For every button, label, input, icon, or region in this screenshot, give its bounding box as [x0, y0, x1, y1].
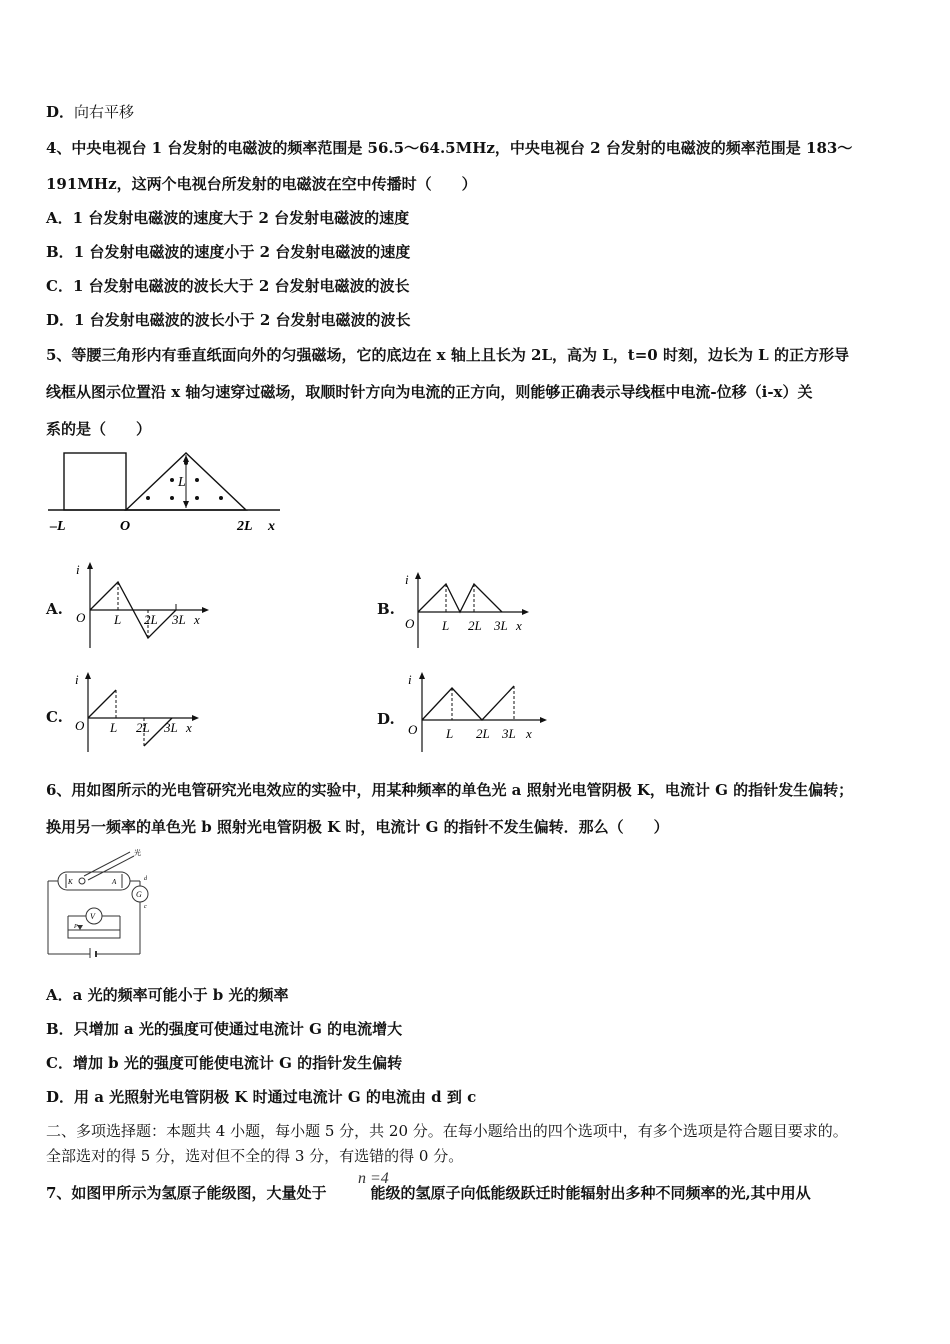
label-l: L: [110, 720, 118, 735]
q4-option-a: [46, 208, 409, 228]
label-3l: 3L: [502, 726, 516, 741]
y-axis-arrow-icon: [87, 562, 93, 569]
rheostat: [68, 930, 120, 938]
label-x: x: [526, 726, 532, 741]
q5-graph-b: [402, 570, 532, 650]
label-origin: O: [408, 722, 418, 737]
field-dot: [170, 496, 174, 500]
label-light: 光: [134, 849, 141, 857]
q7-stem: [46, 1183, 811, 1203]
label-origin: O: [76, 610, 86, 625]
label-g: G: [136, 890, 142, 899]
label-i: i: [76, 562, 80, 577]
current-curve: [422, 686, 514, 720]
option-key: B．: [46, 1020, 74, 1038]
label-i: i: [405, 572, 409, 587]
arrow-up-icon: [183, 455, 189, 462]
q4-stem-line2: 191MHz，这两个电视台所发射的电磁波在空中传播时（ ）: [46, 175, 477, 193]
option-key: D．: [46, 1088, 75, 1106]
option-text: 用 a 光照射光电管阴极 K 时通过电流计 G 的电流由 d 到 c: [74, 1088, 477, 1106]
label-l: L: [114, 612, 122, 627]
label-origin: O: [75, 718, 85, 733]
label-origin: O: [120, 519, 131, 534]
field-dot: [184, 461, 188, 465]
label-2l: 2L: [476, 726, 490, 741]
label-l: L: [446, 726, 454, 741]
slider-arrow-icon: [77, 925, 83, 930]
electron-icon: [79, 878, 85, 884]
q6-option-a: [46, 985, 289, 1005]
option-key: C．: [46, 1054, 73, 1072]
label-i: i: [408, 672, 412, 687]
field-dot: [195, 496, 199, 500]
light-beam: [88, 856, 134, 880]
label-i: i: [75, 672, 79, 687]
label-height-l: L: [178, 475, 186, 490]
label-2l: 2L: [237, 519, 253, 534]
label-k: K: [68, 878, 73, 886]
option-text: 1 台发射电磁波的波长大于 2 台发射电磁波的波长: [72, 277, 410, 295]
section2-instructions-line1: 二、多项选择题：本题共 4 小题，每小题 5 分，共 20 分。在每小题给出的四个选项中，有多个选项是符合题目要求的。: [46, 1122, 848, 1140]
option-text: 1 台发射电磁波的速度大于 2 台发射电磁波的速度: [72, 209, 410, 227]
option-key: D．: [46, 311, 75, 329]
label-neg-l: –L: [50, 519, 66, 534]
field-dot: [219, 496, 223, 500]
q7-prefix: 7、如图甲所示为氢原子能级图，大量处于: [46, 1184, 327, 1202]
q5-graph-c: [72, 670, 202, 755]
q3-option-d: [46, 102, 134, 122]
label-c: c: [144, 904, 147, 910]
y-axis-arrow-icon: [419, 672, 425, 679]
label-2l: 2L: [468, 618, 482, 633]
option-text: 只增加 a 光的强度可使通过电流计 G 的电流增大: [73, 1020, 403, 1038]
y-axis-arrow-icon: [85, 672, 91, 679]
q4-option-b: [46, 242, 410, 262]
field-dot: [170, 478, 174, 482]
q5-stem-line1: 5、等腰三角形内有垂直纸面向外的匀强磁场，它的底边在 x 轴上且长为 2L，高为 L，t=0 时刻，边长为 L 的正方形导: [46, 346, 849, 364]
label-d: d: [144, 876, 147, 882]
q7-suffix: 能级的氢原子向低能级跃迁时能辐射出多种不同频率的光,其中用从: [370, 1184, 811, 1202]
q7-math-n4: n =4: [358, 1170, 389, 1187]
section2-instructions-line2: 全部选对的得 5 分，选对但不全的得 3 分，有选错的得 0 分。: [46, 1147, 464, 1165]
field-dot: [146, 496, 150, 500]
field-dot: [195, 478, 199, 482]
q5-option-c-label: C.: [46, 708, 63, 726]
q5-option-d-label: D.: [377, 710, 395, 728]
option-key: A．: [46, 209, 73, 227]
label-x: x: [186, 720, 192, 735]
label-x: x: [268, 519, 275, 534]
q5-stem-line3: 系的是（ ）: [46, 420, 152, 438]
current-curve: [418, 584, 502, 612]
option-key: B．: [46, 243, 74, 261]
q4-option-d: [46, 310, 411, 330]
option-text: 向右平移: [74, 103, 135, 121]
q4-stem-line1: 4、中央电视台 1 台发射的电磁波的频率范围是 56.5～64.5MHz，中央电视台 2 台发射的电磁波的频率范围是 183～: [46, 139, 853, 157]
q6-option-b: [46, 1019, 402, 1039]
q4-option-c: [46, 276, 410, 296]
q6-option-d: [46, 1087, 476, 1107]
q6-stem-line2: 换用另一频率的单色光 b 照射光电管阴极 K 时，电流计 G 的指针不发生偏转．那么（ ）: [46, 818, 669, 836]
label-3l: 3L: [172, 612, 186, 627]
label-l: L: [442, 618, 450, 633]
q5-option-b-label: B.: [377, 600, 395, 618]
option-text: 增加 b 光的强度可能使电流计 G 的指针发生偏转: [72, 1054, 403, 1072]
label-p: P: [74, 924, 78, 930]
label-3l: 3L: [494, 618, 508, 633]
q6-option-c: [46, 1053, 402, 1073]
label-3l: 3L: [164, 720, 178, 735]
option-key: A．: [46, 986, 73, 1004]
option-text: 1 台发射电磁波的速度小于 2 台发射电磁波的速度: [73, 243, 411, 261]
label-a: A: [112, 878, 117, 886]
x-axis-arrow-icon: [522, 609, 529, 615]
option-key: C．: [46, 277, 73, 295]
q5-stem-line2: 线框从图示位置沿 x 轴匀速穿过磁场，取顺时针方向为电流的正方向，则能够正确表示导线框中电流-位移（i-x）关: [46, 383, 813, 401]
q5-graph-d: [402, 670, 552, 755]
x-axis-arrow-icon: [202, 607, 209, 613]
q6-stem-line1: 6、用如图所示的光电管研究光电效应的实验中，用某种频率的单色光 a 照射光电管阴极 K，电流计 G 的指针发生偏转；: [46, 781, 854, 799]
label-v: V: [90, 912, 95, 921]
option-key: D．: [46, 103, 75, 121]
current-curve-up: [88, 690, 116, 718]
label-2l: 2L: [136, 720, 150, 735]
label-x: x: [516, 618, 522, 633]
q5-main-figure: [44, 448, 294, 540]
q6-circuit-figure: [44, 846, 159, 958]
arrow-down-icon: [183, 501, 189, 508]
label-x: x: [194, 612, 200, 627]
y-axis-arrow-icon: [415, 572, 421, 579]
x-axis-arrow-icon: [540, 717, 547, 723]
q5-graph-a: [72, 560, 212, 650]
option-text: 1 台发射电磁波的波长小于 2 台发射电磁波的波长: [74, 311, 411, 329]
x-axis-arrow-icon: [192, 715, 199, 721]
square-loop: [64, 453, 126, 510]
label-2l: 2L: [144, 612, 158, 627]
label-origin: O: [405, 616, 415, 631]
option-text: a 光的频率可能小于 b 光的频率: [72, 986, 289, 1004]
q5-option-a-label: A.: [46, 600, 63, 618]
